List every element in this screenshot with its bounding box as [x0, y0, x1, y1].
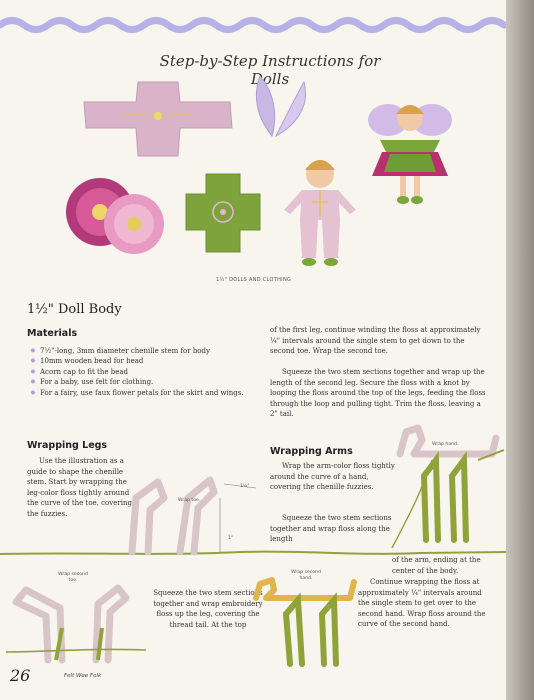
materials-list: [30, 346, 260, 398]
bullet-icon: ✸: [30, 347, 36, 355]
decorative-wave: [0, 14, 506, 36]
page-number: 26: [10, 666, 31, 685]
right-paragraph-2: Squeeze the two stem sections together and wrap up the length of the second leg. Secure the floss with a knot by looping the floss around the top of the legs, feeding the floss through the loop and pulling tight. Trim the floss, leaving a 2" tail.: [270, 368, 486, 419]
section-heading: 1½" Doll Body: [27, 302, 122, 317]
page-title: Step-by-Step Instructions for Dolls: [159, 52, 381, 88]
wrap-hand-label: Wrap hand.: [432, 442, 459, 447]
bullet-icon: ✸: [30, 367, 36, 376]
dimension-label-b: 1": [228, 536, 234, 541]
bullet-icon: ✸: [30, 388, 36, 397]
list-item: ✸ For a fairy, use faux flower petals for the skirt and wings.: [30, 388, 244, 397]
wrapping-arms-paragraph-2a: Squeeze the two stem sections together and wrap floss along the length: [270, 514, 392, 544]
wrapping-legs-paragraph-1: Use the illustration as a guide to shape the chenille stem. Start by wrapping the leg-color floss tightly around the curve of the toe, covering the fuzzies.: [27, 457, 132, 518]
wrapping-legs-paragraph-2: Squeeze the two stem sections together and wrap embroidery floss up the leg, covering the thread tail. At the top: [153, 589, 263, 629]
bullet-icon: ✸: [30, 357, 36, 366]
list-item: ✸ For a baby, use felt for clothing.: [30, 378, 154, 387]
green-felt-pattern-image: [184, 172, 262, 254]
photo-caption: 1½" DOLLS AND CLOTHING: [216, 277, 292, 283]
bullet-icon: ✸: [30, 378, 36, 387]
wrapping-arms-paragraph-3: Continue wrapping the floss at approximately ¼" intervals around the single stem to get over to the second hand. Wrap floss around the curve of the second hand.: [358, 578, 486, 629]
wrap-toe-label: Wrap toe.: [178, 498, 201, 503]
list-item: ✸ 10mm wooden bead for head: [30, 357, 144, 366]
dimension-label-a: 1¼": [240, 484, 250, 489]
wrap-second-hand-diagram: [250, 568, 360, 668]
wrap-toe-diagram: [120, 468, 270, 558]
wrapping-arms-paragraph-1: Wrap the arm-color floss tightly around the curve of a hand, covering the chenille fuzzies.: [270, 462, 395, 492]
fairy-wing-petals-image: [252, 74, 312, 144]
materials-heading: Materials: [27, 328, 78, 339]
list-item: ✸ 7½"-long, 3mm diameter chenille stem for body: [30, 347, 210, 355]
wrapping-arms-paragraph-2b: of the arm, ending at the center of the body.: [392, 556, 481, 575]
wrap-second-hand-label: Wrap second hand.: [291, 570, 321, 581]
list-item: ✸ Acorn cap to fit the bead: [30, 367, 128, 376]
baby-doll-image: [280, 150, 360, 268]
page-gutter: [506, 0, 534, 700]
wrapping-legs-heading: Wrapping Legs: [27, 440, 108, 451]
book-title-footer: Felt Wee Folk: [64, 673, 102, 679]
right-paragraph-1: of the first leg, continue winding the floss at approximately ¼" intervals around the single stem to get down to the second toe. Wrap the second toe.: [270, 326, 481, 356]
wrap-second-toe-label: Wrap second toe.: [58, 572, 88, 583]
wrap-hand-diagram: [392, 420, 506, 548]
flower-petals-image: [60, 168, 170, 268]
felt-body-pattern-image: [80, 80, 240, 160]
wrapping-arms-heading: Wrapping Arms: [270, 446, 353, 457]
fairy-doll-image: [360, 92, 460, 212]
